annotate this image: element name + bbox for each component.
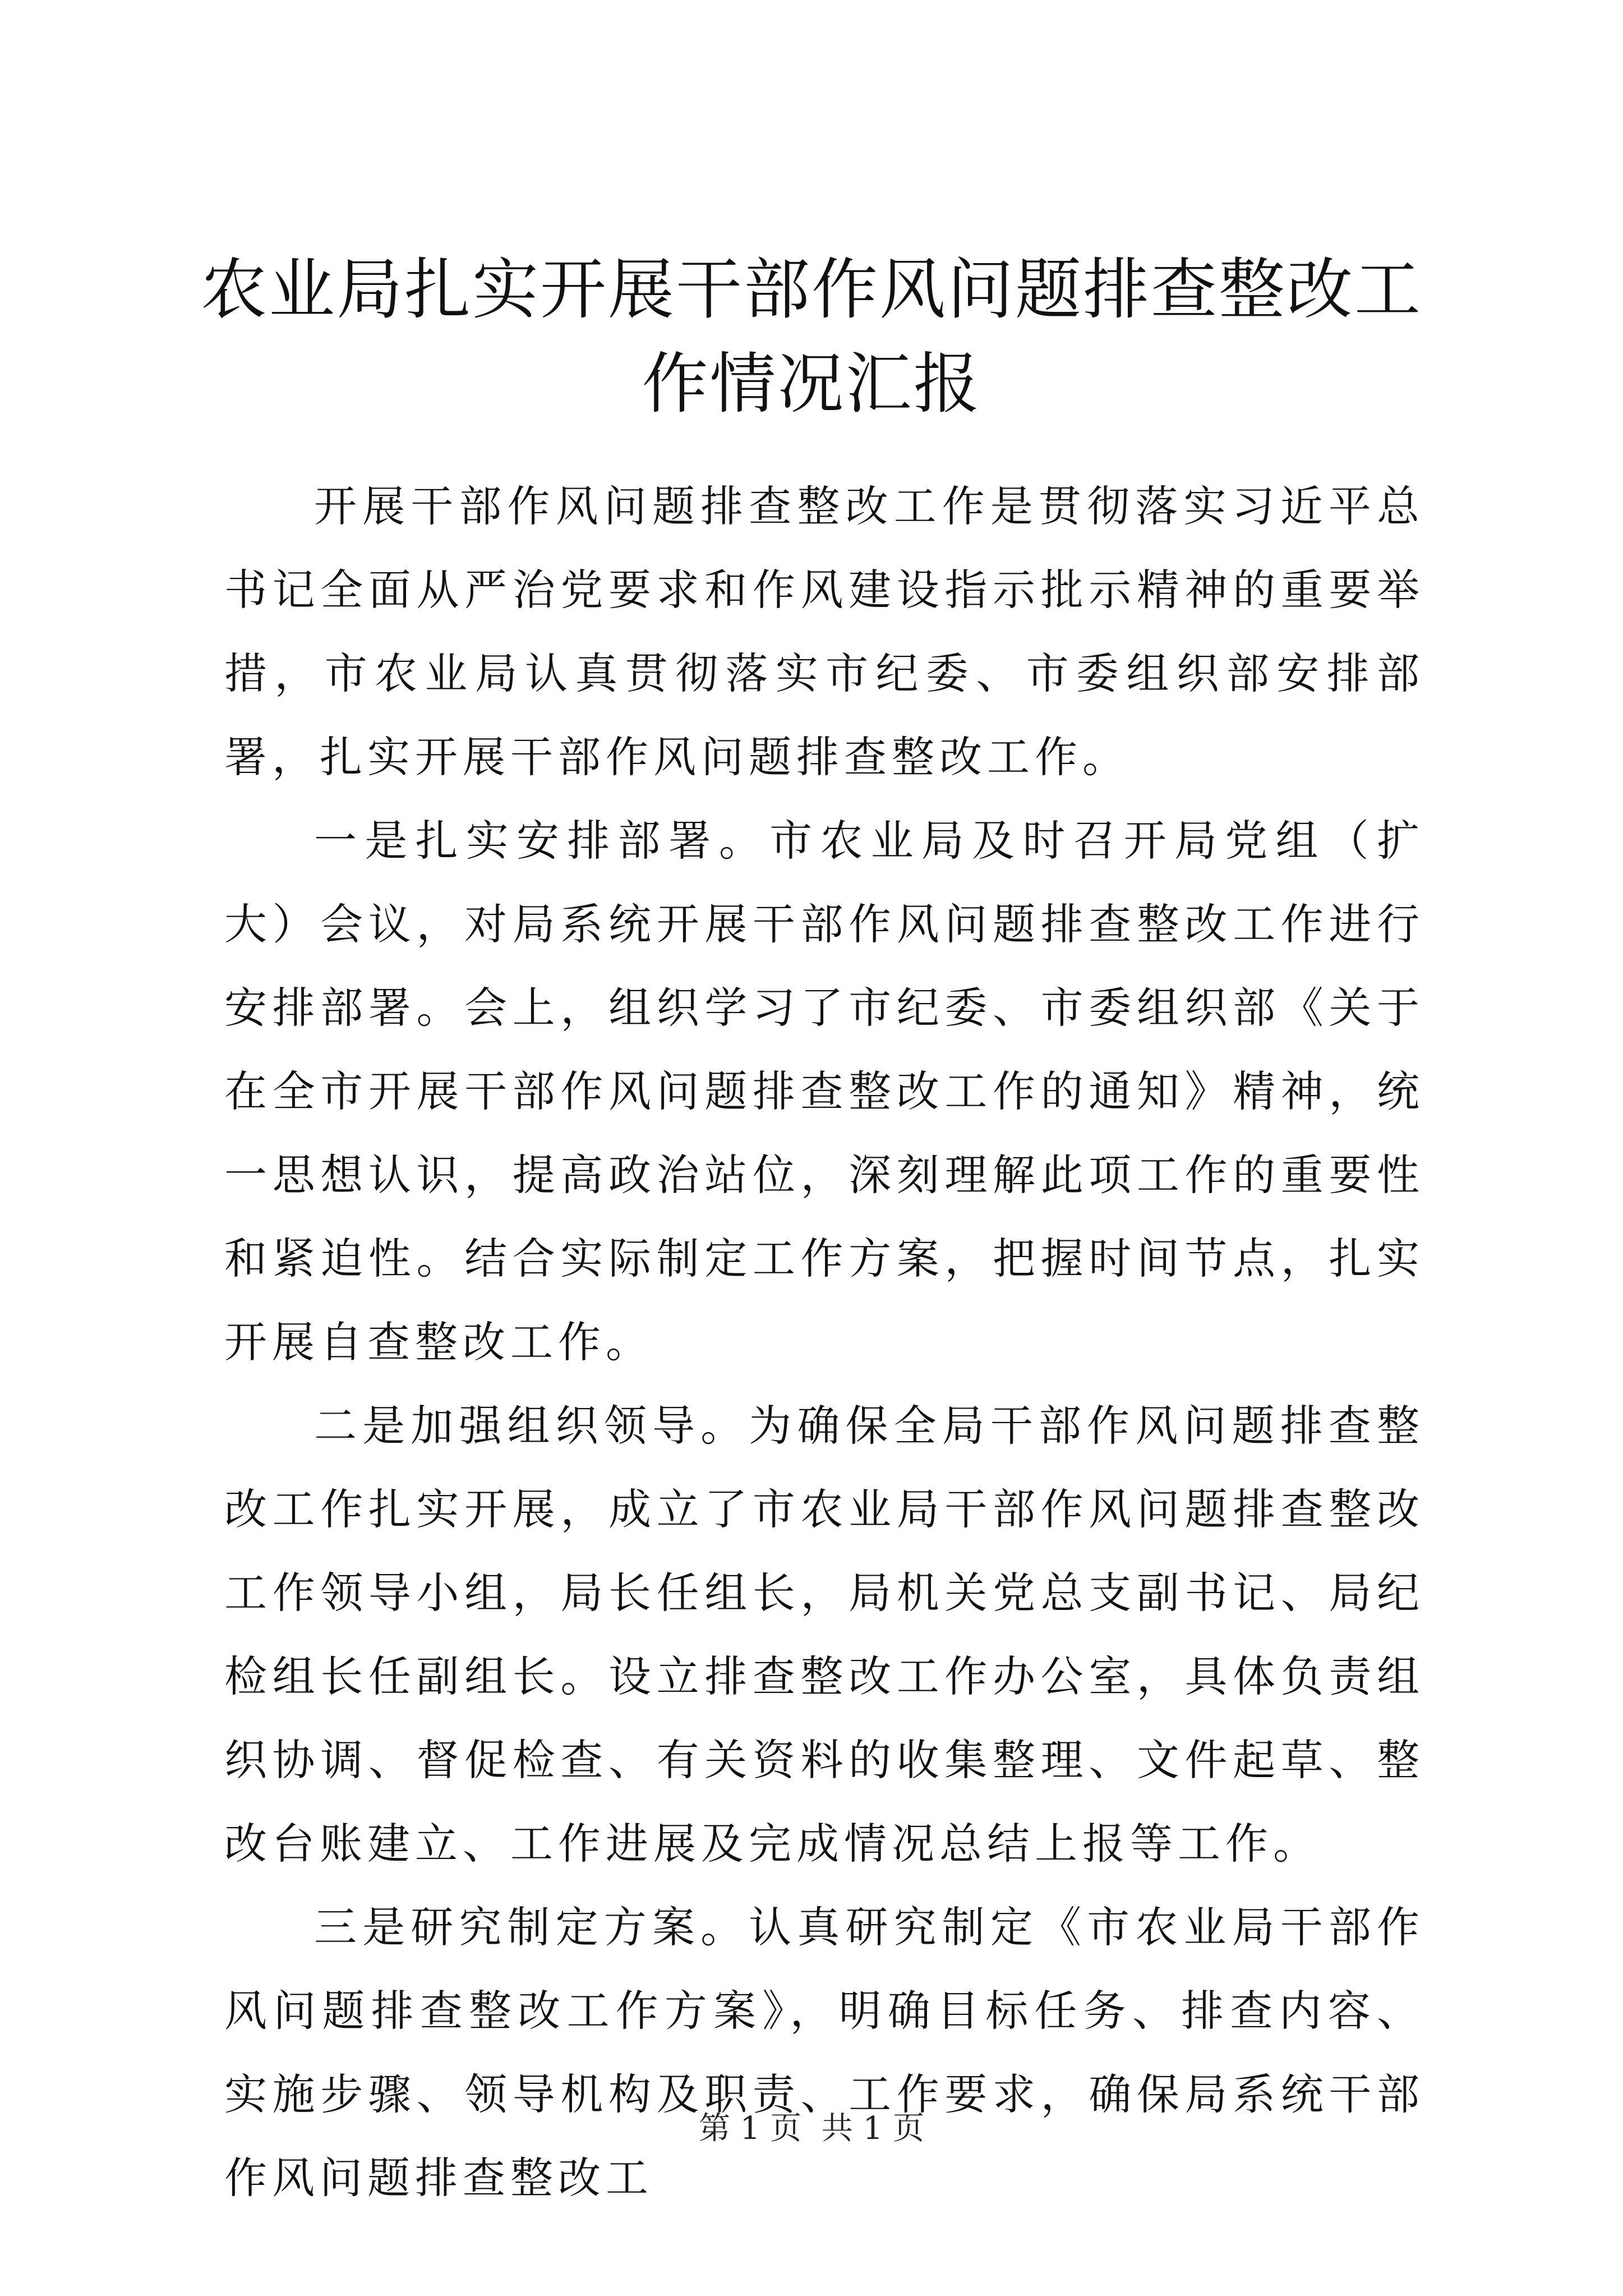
page-number-label: 第 1 页 共 1 页: [698, 2110, 925, 2147]
paragraph-leadership: 二是加强组织领导。为确保全局干部作风问题排查整改工作扎实开展，成立了市农业局干部作风问题排查整改工作领导小组，局长任组长，局机关党总支副书记、局纪检组长任副组长。设立排查整改工作办公室，具体负责组织协调、督促检查、有关资料的收集整理、文件起草、整改台账建立、工作进展及完成情况总结上报等工作。: [224, 1401, 1424, 1869]
paragraph-arrangement: 一是扎实安排部署。市农业局及时召开局党组（扩大）会议，对局系统开展干部作风问题排查整改工作进行安排部署。会上，组织学习了市纪委、市委组织部《关于在全市开展干部作风问题排查整改工作的通知》精神，统一思想认识，提高政治站位，深刻理解此项工作的重要性和紧迫性。结合实际制定工作方案，把握时间节点，扎实开展自查整改工作。: [224, 816, 1424, 1367]
document-title: 农业局扎实开展干部作风问题排查整改工作情况汇报: [200, 251, 1422, 422]
paragraph-intro: 开展干部作风问题排查整改工作是贯彻落实习近平总书记全面从严治党要求和作风建设指示批示精神的重要举措，市农业局认真贯彻落实市纪委、市委组织部安排部署，扎实开展干部作风问题排查整改工作。: [224, 481, 1424, 782]
document-body: [224, 464, 1424, 2220]
paragraph-plan: 三是研究制定方案。认真研究制定《市农业局干部作风问题排查整改工作方案》，明确目标任务、排查内容、实施步骤、领导机构及职责、工作要求，确保局系统干部作风问题排查整改工: [224, 1902, 1424, 2203]
page-footer: [0, 2109, 1623, 2148]
